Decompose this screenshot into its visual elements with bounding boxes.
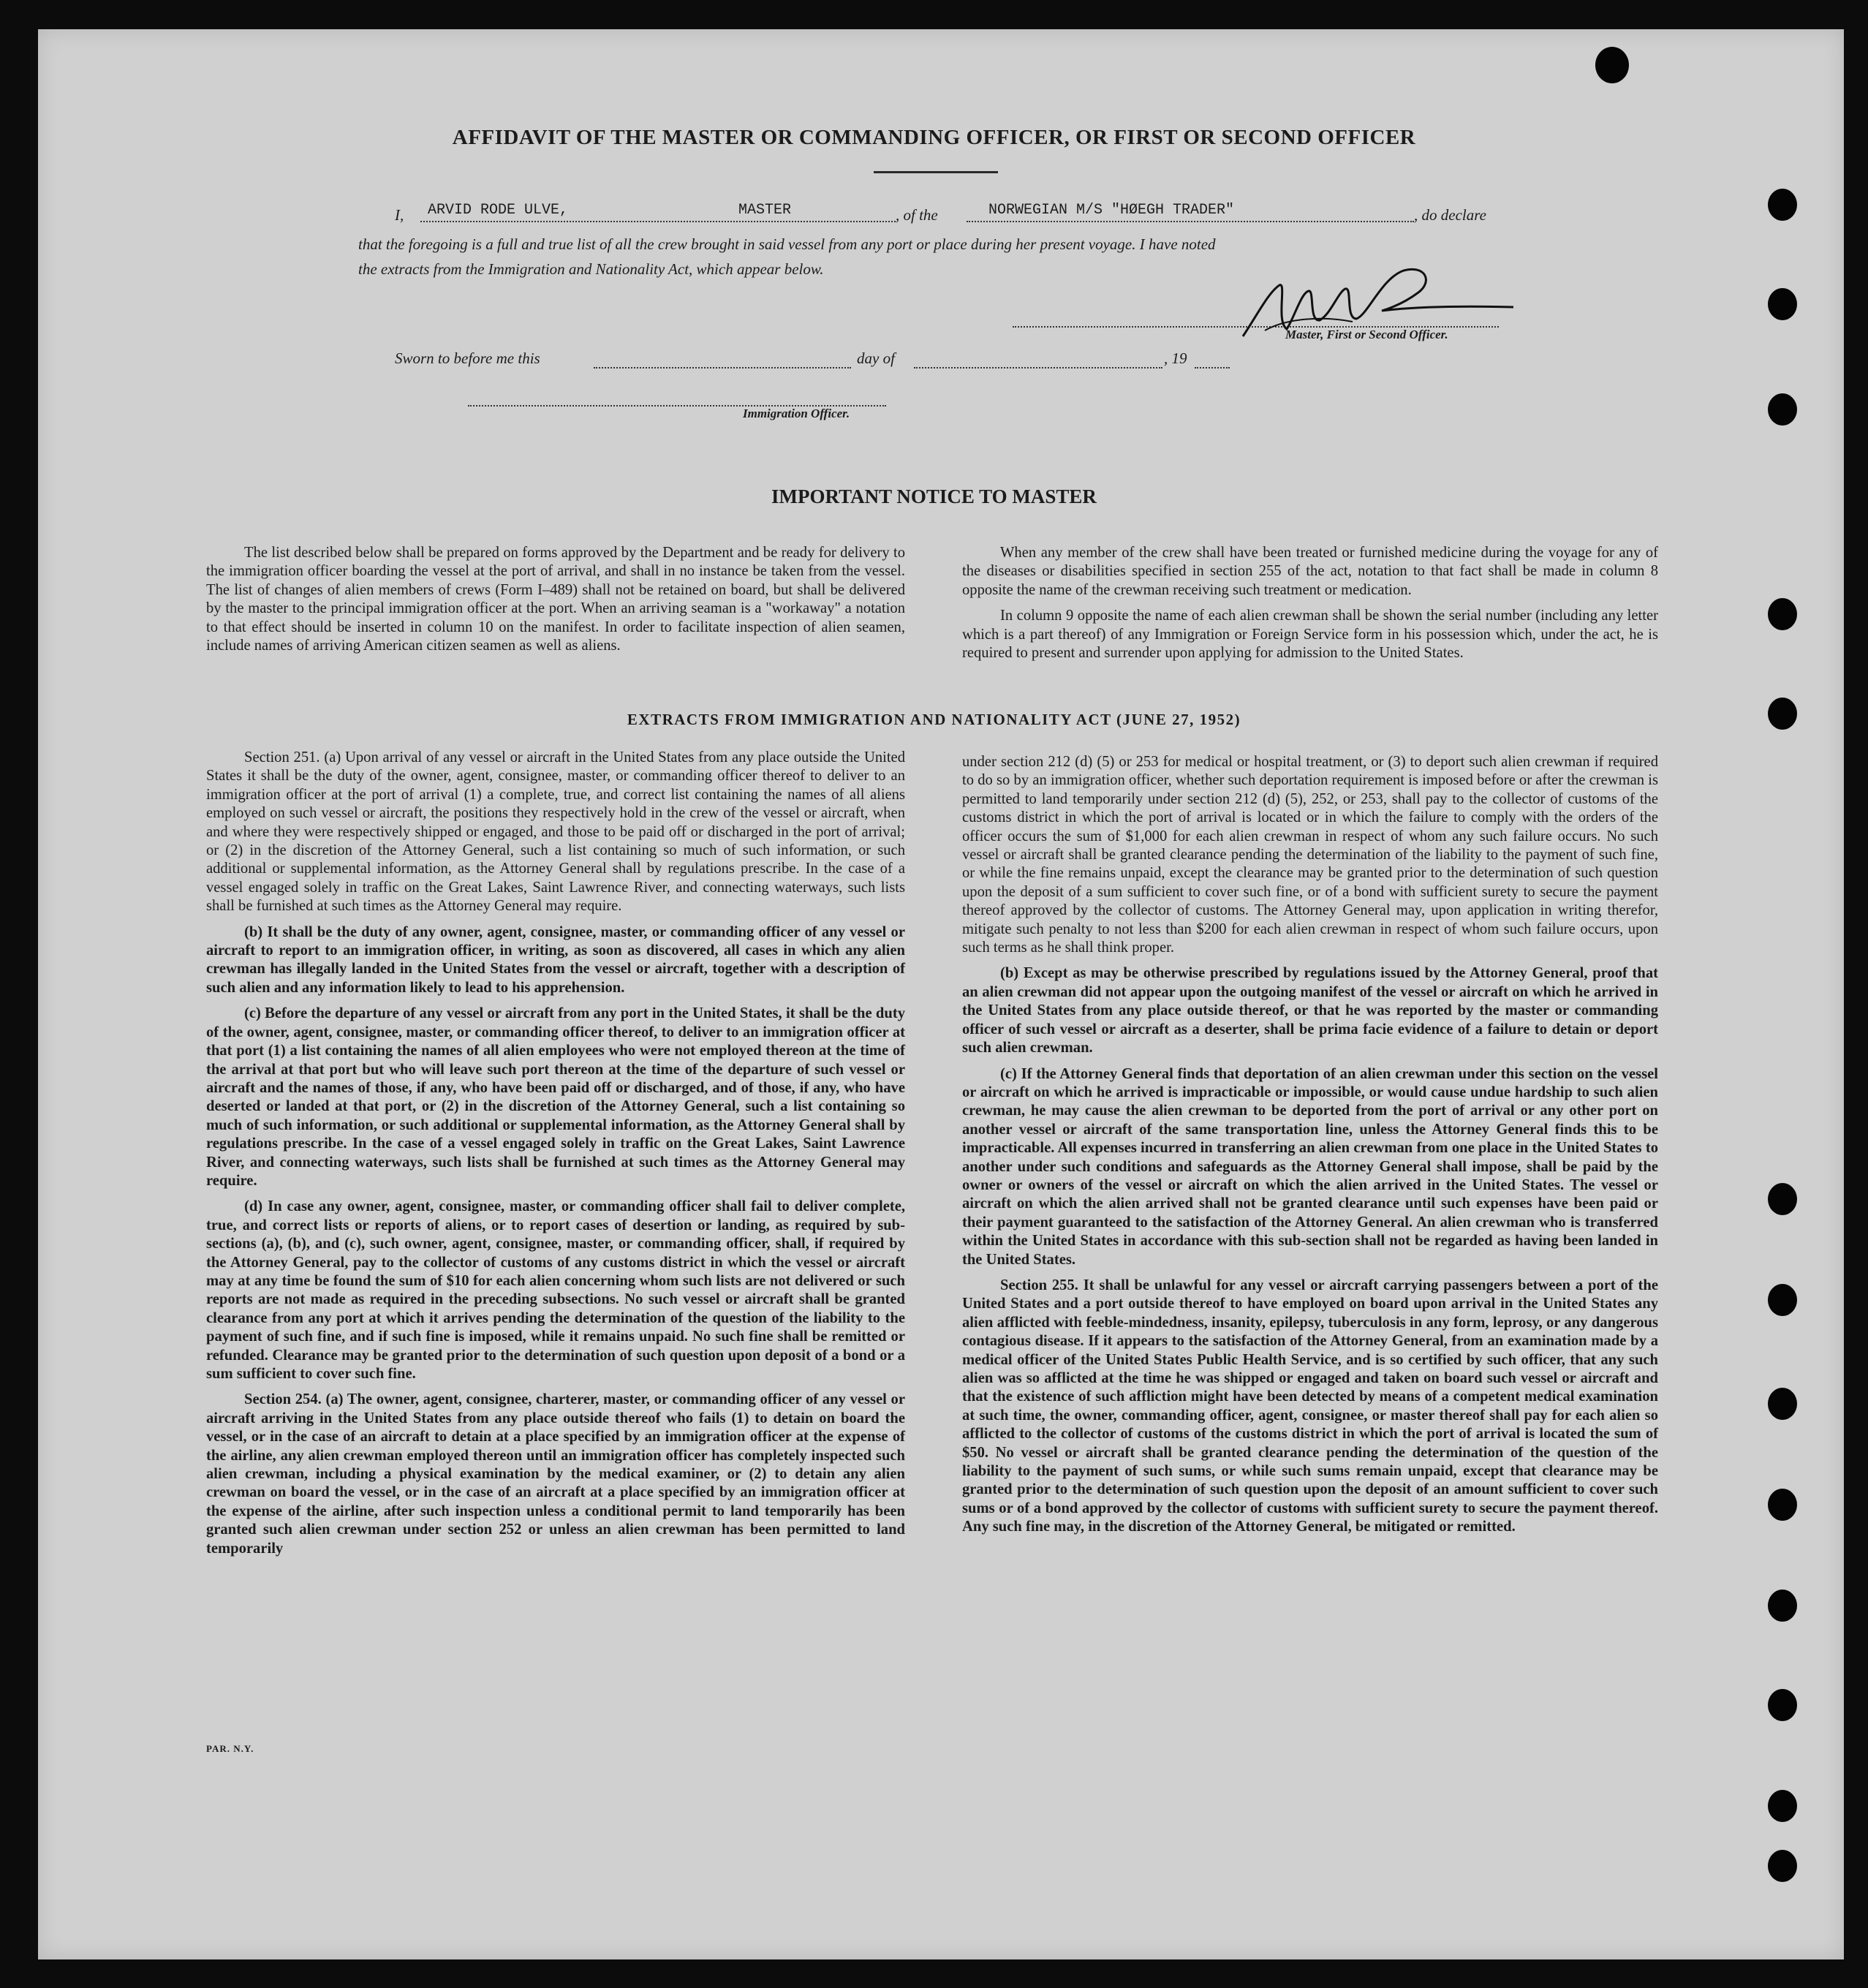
sworn-prefix: Sworn to before me this — [395, 349, 540, 367]
section-251-c: (c) Before the departure of any vessel or aircraft from any port in the United States, it shall be the duty of the owner, agent, consignee, master, or commanding officer thereof, to deliver to an immigration officer at that port (1) a list containing the names of all alien employees who were not employed thereon at the time of the arrival at that port but who will leave such port thereon at the time of the departure of such vessel or aircraft and the names of those, if any, who have been paid off or discharged, and of those, if any, who have deserted or landed at that port, or (2) in the discretion of the Attorney General, such a list containing so much of such information, or such additional or supplemental information, as the Attorney General shall by regulations prescribe. In the case of a vessel engaged solely in traffic on the Great Lakes, Saint Lawrence River, and connecting waterways, such lists shall be furnished at such times as the Attorney General may require. — [206, 1005, 905, 1189]
declaration-i: I, — [395, 206, 404, 224]
sworn-month-line — [914, 349, 1162, 369]
binder-hole — [1768, 288, 1797, 320]
day-of-text: day of — [857, 349, 895, 367]
section-255: Section 255. It shall be unlawful for any vessel or aircraft carrying passengers between a port of the United States and a port outside thereof to have employed on board upon arrival in the United States any alien afflicted with feeble-mindedness, insanity, epilepsy, tuberculosis in any form, leprosy, or any dangerous contagious disease. If it appears to the satisfaction of the Attorney General, from an examination made by a medical officer of the United States Public Health Service, and is so certified by such officer, that any such alien was so afflicted at the time he was shipped or engaged and taken on board such vessel or aircraft and that the existence of such affliction might have been detected by means of a competent medical examination at such time, the owner, commanding officer, agent, consignee, or master thereof shall pay for each alien so afflicted to the collector of customs of the customs district in which the port of arrival is located the sum of $50. No vessel or aircraft shall be granted clearance pending the determination of the question of the liability to the payment of such sums, or while such sums remain unpaid, except that clearance may be granted prior to the determination of such question upon the deposit of an amount sufficient to cover such sums or of a bond approved by the collector of customs with sufficient surety to secure the payment thereof. Any such fine may, in the discretion of the Attorney General, be mitigated or remitted. — [962, 1277, 1658, 1535]
section-251-b: (b) It shall be the duty of any owner, agent, consignee, master, or commanding officer of any vessel or aircraft to report to an immigration officer, in writing, as soon as discovered, all cases in which any alien crewman has illegally landed in the United States from the vessel or aircraft, together with a description of such alien and any information likely to lead to his apprehension. — [206, 923, 905, 996]
binder-hole — [1768, 1388, 1797, 1420]
section-254-c: (c) If the Attorney General finds that deportation of an alien crewman under this section on the vessel or aircraft on which he arrived is impracticable or impossible, or would cause undue hardship to such alien crewman, he may cause the alien crewman to be deported from the port of arrival or any other port on another vessel or aircraft of the same transportation line, unless the Attorney General finds this to be impracticable. All expenses incurred in transferring an alien crewman from one place in the United States to another under such conditions and safeguards as the Attorney General shall impose, shall be paid by the owner or owners of the vessel or aircraft on which the alien arrived in the United States. The vessel or aircraft on which the alien arrived shall not be granted clearance until such expenses have been paid or their payment guaranteed to the satisfaction of the Attorney General. An alien crewman who is transferred within the United States in accordance with this sub-section shall not be regarded as having been landed in the United States. — [962, 1065, 1658, 1268]
notice-right-paragraph: When any member of the crew shall have been treated or furnished medicine during the voyage for any of the diseases or disabilities specified in section 255 of the act, notation to that fact shall be made in column 8 opposite the name of the crewman receiving such treatment or medication. — [962, 545, 1658, 598]
notice-left-paragraph: The list described below shall be prepared on forms approved by the Department and be ready for delivery to the immigration officer boarding the vessel at the port of arrival, and shall in no instance be taken from the vessel. The list of changes of alien members of crews (Form I–489) shall not be retained on board, but shall be delivered by the master to the principal immigration officer at the port. When an arriving seaman is a "workaway" a notation to that effect should be inserted in column 10 on the manifest. In order to facilitate inspection of alien seamen, include names of arriving American citizen seamen as well as aliens. — [206, 545, 905, 654]
binder-hole — [1768, 1590, 1797, 1622]
section-254-b: (b) Except as may be otherwise prescribed by regulations issued by the Attorney General, proof that an alien crewman did not appear upon the outgoing manifest of the vessel or aircraft on which he arrived in the United States from any place outside thereof, or that he was reported by the master or commanding officer of such vessel or aircraft as a deserter, shall be prima facie evidence of a failure to detain or deport such alien crewman. — [962, 965, 1658, 1057]
binder-hole — [1768, 1850, 1797, 1882]
of-the-text: , of the — [896, 206, 938, 224]
section-251-d: (d) In case any owner, agent, consignee, master, or commanding officer shall fail to deliver complete, true, and correct lists or reports of aliens, or to report cases of desertion or landing, as required by sub-sections (a), (b), and (c), such owner, agent, consignee, master, or commanding officer, shall, if required by the Attorney General, pay to the collector of customs of any customs district in which the vessel or aircraft may at any time be found the sum of $10 for each alien concerning whom such lists are not delivered or such reports are not made as required in the preceding subsections. No such vessel or aircraft shall be granted clearance from any port at which it arrives pending the determination of the question of the liability to the payment of such fine, and if such fine is imposed, while it remains unpaid. No such fine shall be remitted or refunded. Clearance may be granted prior to the determination of such question upon deposit of a bond or a sum sufficient to cover such fine. — [206, 1198, 905, 1382]
notice-title: IMPORTANT NOTICE TO MASTER — [771, 485, 1097, 507]
do-declare-text: , do declare — [1414, 206, 1486, 224]
binder-hole — [1768, 1183, 1797, 1215]
signature-caption: Master, First or Second Officer. — [1285, 328, 1448, 341]
declaration-line-3: the extracts from the Immigration and Nationality Act, which appear below. — [358, 260, 824, 278]
year-line — [1195, 349, 1230, 369]
master-name: ARVID RODE ULVE, — [428, 202, 569, 219]
section-254-a-continued: under section 212 (d) (5) or 253 for medical or hospital treatment, or (3) to deport such alien crewman if required to do so by an immigration officer, whether such deportation requirement is imposed before or after the crewman is permitted to land temporarily under section 212 (d) (5), 252, or 253, shall pay to the collector of customs of the customs district in which the port of arrival is located or in which the failure to comply with the orders of the officer occurs the sum of $1,000 for each alien crewman in respect of whom any such failure occurs. No such vessel or aircraft shall be granted clearance pending the determination of the liability to the payment of such fine, or while the fine remains unpaid, except the clearance may be granted prior to the determination of such question upon the deposit of a sum sufficient to cover such fine, or of a bond with sufficient surety to secure the payment thereof approved by the collector of customs. The Attorney General may, upon application in writing therefor, mitigate such penalty to not less than $200 for each alien crewman in respect of whom such failure occurs, upon such terms as he shall think proper. — [962, 754, 1658, 956]
binder-hole — [1768, 189, 1797, 221]
extracts-left-column — [206, 749, 905, 1565]
printer-mark: PAR. N.Y. — [206, 1743, 254, 1754]
extracts-title: EXTRACTS FROM IMMIGRATION AND NATIONALITY ACT (JUNE 27, 1952) — [627, 711, 1241, 728]
binder-hole — [1768, 1284, 1797, 1316]
notice-right-column — [962, 544, 1658, 670]
binder-hole — [1768, 393, 1797, 426]
notice-left-column — [206, 544, 905, 662]
master-rank: MASTER — [738, 202, 792, 219]
year-prefix: , 19 — [1164, 349, 1187, 367]
binder-hole — [1768, 1689, 1797, 1721]
extracts-right-column — [962, 753, 1658, 1544]
binder-hole — [1768, 1790, 1797, 1822]
section-251-a: Section 251. (a) Upon arrival of any vessel or aircraft in the United States from any place outside the United States it shall be the duty of the owner, agent, consignee, master, or commanding officer thereof to deliver to an immigration officer at the port of arrival (1) a complete, true, and correct list containing the names of all aliens employed on such vessel or aircraft, the positions they respectively hold in the crew of the vessel or aircraft, when and where they were respectively shipped or engaged, and those to be paid off or discharged in the port of arrival; or (2) in the discretion of the Attorney General, such a list containing so much of such information, or such additional or supplemental information, as the Attorney General shall by regulations prescribe. In the case of a vessel engaged solely in traffic on the Great Lakes, Saint Lawrence River, and connecting waterways, such lists shall be furnished at such times as the Attorney General may require. — [206, 749, 905, 915]
affidavit-title: AFFIDAVIT OF THE MASTER OR COMMANDING OFFICER, OR FIRST OR SECOND OFFICER — [452, 126, 1416, 149]
binder-hole — [1768, 1489, 1797, 1521]
immigration-officer-caption: Immigration Officer. — [743, 407, 850, 420]
title-divider — [874, 171, 998, 173]
declaration-line-2: that the foregoing is a full and true list of all the crew brought in said vessel from any port or place during her present voyage. I have noted — [358, 235, 1216, 253]
sworn-day-line — [594, 349, 851, 369]
binder-hole — [1595, 47, 1629, 83]
vessel-name: NORWEGIAN M/S "HØEGH TRADER" — [988, 202, 1235, 219]
binder-hole — [1768, 598, 1797, 630]
section-254-a: Section 254. (a) The owner, agent, consignee, charterer, master, or commanding officer of any vessel or aircraft arriving in the United States from any place outside thereof who fails (1) to detain on board the vessel, or in the case of an aircraft to detain at a place specified by an immigration officer at the expense of the airline, any alien crewman employed thereon until an immigration officer has completely inspected such alien crewman, including a physical examination by the medical examiner, or (2) to detain any alien crewman on board the vessel, or in the case of an aircraft at a place specified by an immigration officer at the expense of the airline, after such inspection unless a conditional permit to land temporarily has been granted such alien crewman under section 252 or unless an alien crewman has been permitted to land temporarily — [206, 1391, 905, 1557]
notice-right-paragraph: In column 9 opposite the name of each alien crewman shall be shown the serial number (including any letter which is a part thereof) of any Immigration or Foreign Service form in his possession which, under the act, he is required to present and surrender upon applying for admission to the United States. — [962, 608, 1658, 662]
immigration-officer-line — [468, 388, 886, 407]
